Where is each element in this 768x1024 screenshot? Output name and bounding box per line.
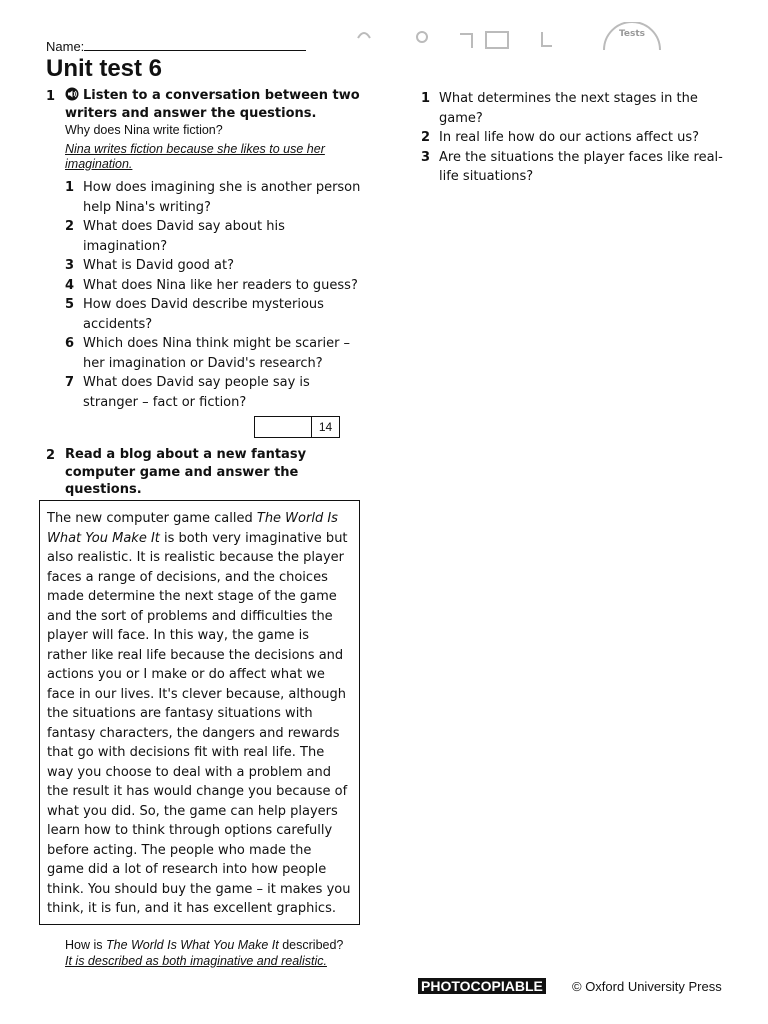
question-text: In real life how do our actions affect us?: [439, 130, 699, 145]
decor-icon-2: [417, 32, 427, 42]
question-text: Are the situations the player faces like real-life situations?: [439, 149, 723, 184]
question-number: 2: [421, 130, 431, 145]
name-field[interactable]: [46, 38, 306, 54]
question-text: What does David say about his imagination?: [83, 219, 285, 254]
page-title: Unit test 6: [46, 55, 163, 82]
section1-example-answer: Nina writes fiction because she likes to use her imagination.: [65, 142, 325, 171]
question-text: What determines the next stages in the game?: [439, 91, 698, 126]
photocopiable-badge: PHOTOCOPIABLE: [418, 978, 546, 994]
blog-game-title: The World Is What You Make It: [47, 511, 338, 546]
question-number: 1: [65, 180, 75, 195]
list-item: [65, 295, 365, 334]
section2-number: 2: [46, 448, 56, 463]
section2-example-answer: It is described as both imaginative and realistic.: [65, 954, 327, 968]
question-number: 1: [421, 91, 431, 106]
blog-body: is both very imaginative but also realistic. It is realistic because the player faces a range of decisions, and the choices made determine the next stage of the game and the sort of problems and difficulties the player will face. In this way, the game is rather like real life because the decisions and actions you or I make or do affect what we face in our lives. It's clever because, although the situations are fantasy situations with fantasy characters, the dangers and rewards that go with decisions fit with real life. The way you choose to deal with a problem and the result it has would change you because of what you did. So, the game can help players learn how to think through options carefully before acting. The people who made the game did a lot of research into how people think. You should buy the game – it makes you think, it is fun, and it has excellent graphics.: [47, 530, 351, 916]
section1-number: 1: [46, 89, 56, 104]
question-number: 7: [65, 375, 75, 390]
list-item: [65, 217, 365, 256]
tests-logo-text: Tests: [618, 29, 646, 39]
section2-question-list: [421, 89, 726, 187]
question-text: What does David say people say is stranger – fact or fiction?: [83, 375, 310, 410]
score-box: [254, 416, 340, 438]
list-item: [421, 148, 726, 187]
list-item: [421, 89, 726, 128]
score-entry-field[interactable]: [255, 417, 312, 437]
name-label: Name:: [46, 39, 85, 54]
blog-paragraph: [47, 509, 352, 919]
list-item: [65, 373, 365, 412]
section2-instruction: Read a blog about a new fantasy computer game and answer the questions.: [65, 447, 307, 497]
question-number: 3: [421, 149, 431, 165]
question-number: 4: [65, 277, 75, 293]
question-text: What is David good at?: [83, 258, 234, 273]
audio-icon: [65, 87, 79, 101]
list-item: [65, 178, 365, 217]
section1-question-list: [65, 178, 365, 412]
question-text: How does David describe mysterious accidents?: [83, 297, 324, 332]
question-number: 2: [65, 219, 75, 234]
question-text: Which does Nina think might be scarier – her imagination or David's research?: [83, 336, 351, 371]
score-total: 14: [318, 420, 333, 434]
blog-text-box: [39, 500, 360, 925]
list-item: [421, 128, 726, 148]
question-number: 6: [65, 336, 75, 351]
name-blank-line[interactable]: [84, 38, 306, 51]
list-item: [65, 276, 365, 296]
section2-example-question: How is The World Is What You Make It described?: [65, 938, 344, 952]
question-text: What does Nina like her readers to guess?: [83, 277, 358, 293]
decor-icon-4: [486, 32, 508, 48]
decor-icon-1: [358, 33, 370, 38]
decor-icon-5: [542, 32, 552, 46]
copyright-notice: © Oxford University Press: [572, 979, 722, 994]
question-text: How does imagining she is another person help Nina's writing?: [83, 180, 361, 215]
question-number: 5: [65, 297, 75, 312]
question-number: 3: [65, 258, 75, 273]
section1-example-question: Why does Nina write fiction?: [65, 123, 223, 137]
decor-icon-3: [460, 34, 472, 48]
section1-instruction-text: Listen to a conversation between two writers and answer the questions.: [65, 88, 360, 121]
list-item: [65, 334, 365, 373]
list-item: [65, 256, 365, 276]
blog-intro: The new computer game called: [47, 511, 257, 526]
header-decoration: [350, 22, 670, 50]
section1-instruction: [65, 87, 365, 123]
